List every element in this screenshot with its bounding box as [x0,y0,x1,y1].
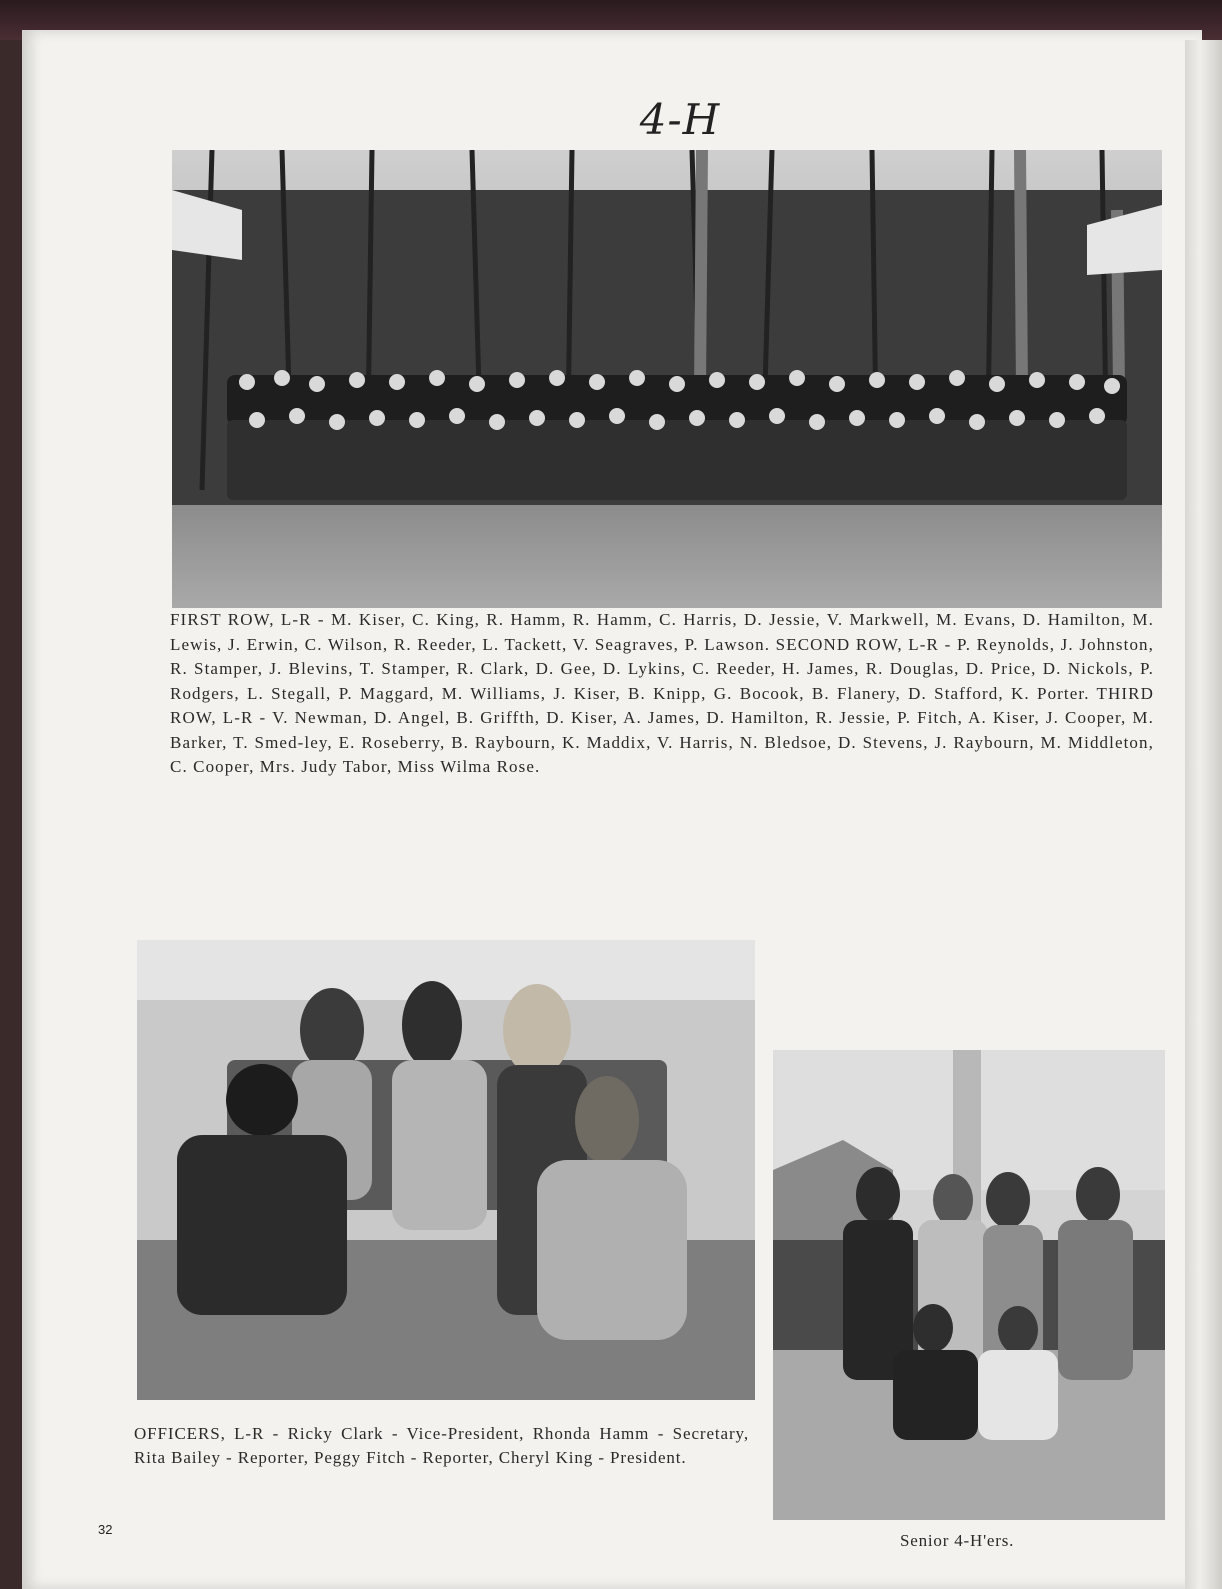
officers-photo-caption: OFFICERS, L-R - Ricky Clark - Vice-President, Rhonda Hamm - Secretary, Rita Bailey - Reporter, Peggy Fitch - Reporter, Cheryl King - President. [134,1424,749,1467]
senior-photo-caption: Senior 4-H'ers. [900,1531,1015,1550]
group-photo-caption: FIRST ROW, L-R - M. Kiser, C. King, R. Hamm, R. Hamm, C. Harris, D. Jessie, V. Markwell, M. Evans, D. Hamilton, M. Lewis, J. Erwin, C. Wilson, R. Reeder, L. Tackett, V. Seagraves, P. Lawson. SECOND ROW, L-R - P. Reynolds, J. Johnston, R. Stamper, J. Blevins, T. Stamper, R. Clark, D. Gee, D. Lykins, C. Reeder, H. James, R. Douglas, D. Price, D. Nickols, P. Rodgers, L. Stegall, P. Maggard, M. Williams, J. Kiser, B. Knipp, G. Bocook, B. Flanery, D. Stafford, K. Porter. THIRD ROW, L-R - V. Newman, D. Angel, B. Griffth, D. Kiser, A. James, D. Hamilton, R. Jessie, P. Fitch, A. Kiser, J. Cooper, M. Barker, T. Smed-ley, E. Roseberry, B. Raybourn, K. Maddix, V. Harris, N. Bledsoe, D. Stevens, J. Raybourn, M. Middleton, C. Cooper, Mrs. Judy Tabor, Miss Wilma Rose. [170,610,1154,776]
page-number: 32 [98,1522,113,1537]
senior-photo [773,1050,1165,1520]
page-title: 4-H [639,95,721,144]
group-photo [172,150,1162,608]
officers-photo [137,940,755,1400]
next-page-edge [1185,40,1222,1589]
